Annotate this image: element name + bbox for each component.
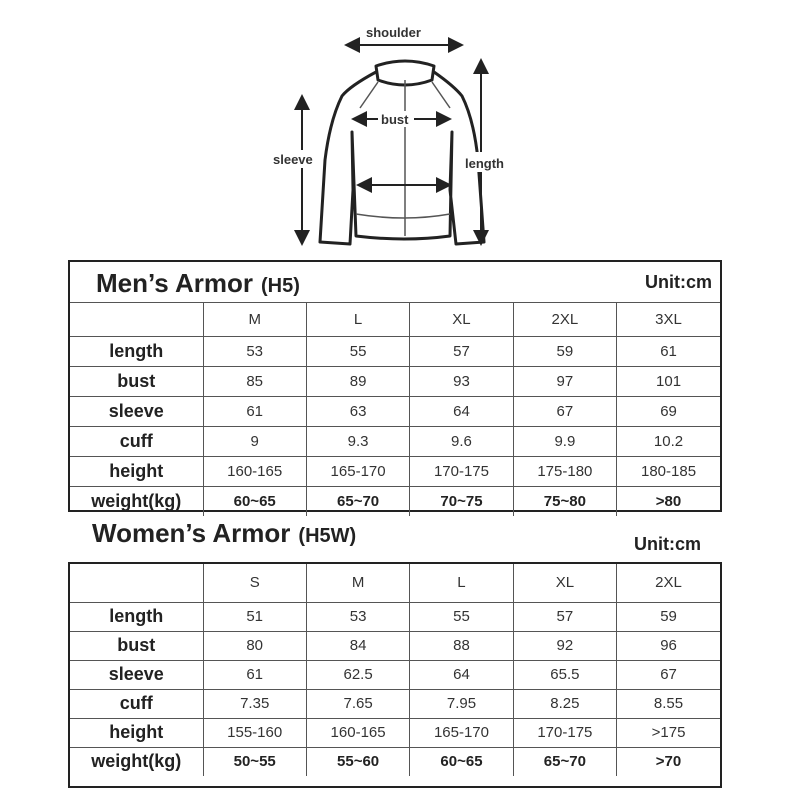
table-cell: >70: [617, 747, 720, 776]
mens-model-code: (H5): [261, 275, 300, 297]
table-row: [70, 456, 720, 486]
table-cell: 8.25: [513, 689, 616, 718]
table-cell: 10.2: [617, 426, 720, 456]
table-cell: 57: [410, 336, 513, 366]
table-cell: 9: [203, 426, 306, 456]
row-label: height: [70, 456, 203, 486]
mens-size-grid: [70, 303, 720, 516]
shoulder-label: shoulder: [366, 25, 421, 40]
table-cell: 180-185: [617, 456, 720, 486]
table-row: [70, 336, 720, 366]
table-cell: 60~65: [203, 486, 306, 516]
corner-cell: [70, 303, 203, 336]
mens-unit-label: Unit:cm: [645, 272, 712, 292]
table-row: [70, 718, 720, 747]
table-row: [70, 689, 720, 718]
table-cell: 93: [410, 366, 513, 396]
table-cell: 96: [617, 631, 720, 660]
table-cell: 67: [513, 396, 616, 426]
table-cell: 63: [306, 396, 409, 426]
table-cell: 62.5: [306, 660, 409, 689]
bust-label: bust: [381, 112, 409, 127]
mens-title-row: [70, 262, 720, 303]
table-cell: 160-165: [306, 718, 409, 747]
size-header-cell: XL: [410, 303, 513, 336]
row-label: weight(kg): [70, 747, 203, 776]
table-cell: 53: [203, 336, 306, 366]
table-cell: 55: [410, 602, 513, 631]
table-row: [70, 660, 720, 689]
table-row: [70, 631, 720, 660]
table-row: [70, 426, 720, 456]
table-cell: 55~60: [306, 747, 409, 776]
table-cell: 53: [306, 602, 409, 631]
table-cell: 59: [513, 336, 616, 366]
table-cell: 85: [203, 366, 306, 396]
size-header-row: [70, 303, 720, 336]
womens-title-text: Women’s Armor: [92, 518, 291, 548]
table-cell: 64: [410, 396, 513, 426]
table-cell: 175-180: [513, 456, 616, 486]
table-cell: 165-170: [410, 718, 513, 747]
mens-size-table: [68, 260, 722, 512]
size-header-cell: XL: [513, 564, 616, 602]
length-label: length: [465, 156, 504, 171]
table-cell: 7.95: [410, 689, 513, 718]
sleeve-label: sleeve: [273, 152, 313, 167]
mens-table-title: [96, 268, 300, 299]
table-row: [70, 366, 720, 396]
table-cell: 57: [513, 602, 616, 631]
table-cell: 9.6: [410, 426, 513, 456]
table-cell: 165-170: [306, 456, 409, 486]
size-header-cell: 2XL: [513, 303, 616, 336]
table-cell: 65~70: [306, 486, 409, 516]
table-cell: 61: [617, 336, 720, 366]
table-cell: 170-175: [513, 718, 616, 747]
table-cell: >175: [617, 718, 720, 747]
size-header-cell: M: [203, 303, 306, 336]
table-cell: 7.65: [306, 689, 409, 718]
row-label: bust: [70, 631, 203, 660]
table-cell: 55: [306, 336, 409, 366]
table-cell: 65~70: [513, 747, 616, 776]
size-header-cell: 3XL: [617, 303, 720, 336]
row-label: cuff: [70, 426, 203, 456]
size-header-cell: L: [306, 303, 409, 336]
table-row: [70, 747, 720, 776]
table-cell: 7.35: [203, 689, 306, 718]
womens-size-grid: [70, 564, 720, 776]
table-cell: 92: [513, 631, 616, 660]
table-cell: 61: [203, 396, 306, 426]
table-row: [70, 602, 720, 631]
womens-table-title: [92, 518, 356, 549]
row-label: length: [70, 336, 203, 366]
size-header-row: [70, 564, 720, 602]
measurement-diagram: [0, 0, 800, 258]
row-label: length: [70, 602, 203, 631]
table-cell: 97: [513, 366, 616, 396]
mens-title-text: Men’s Armor: [96, 268, 253, 298]
row-label: height: [70, 718, 203, 747]
table-cell: 160-165: [203, 456, 306, 486]
size-header-cell: L: [410, 564, 513, 602]
table-cell: 60~65: [410, 747, 513, 776]
table-row: [70, 396, 720, 426]
table-cell: 50~55: [203, 747, 306, 776]
table-cell: 75~80: [513, 486, 616, 516]
row-label: cuff: [70, 689, 203, 718]
table-cell: 9.9: [513, 426, 616, 456]
table-cell: 61: [203, 660, 306, 689]
row-label: bust: [70, 366, 203, 396]
table-cell: 84: [306, 631, 409, 660]
table-cell: 64: [410, 660, 513, 689]
table-cell: 70~75: [410, 486, 513, 516]
table-cell: 67: [617, 660, 720, 689]
table-cell: 89: [306, 366, 409, 396]
row-label: sleeve: [70, 660, 203, 689]
size-header-cell: 2XL: [617, 564, 720, 602]
table-cell: 59: [617, 602, 720, 631]
table-cell: 69: [617, 396, 720, 426]
womens-unit-label: Unit:cm: [634, 534, 701, 554]
size-header-cell: M: [306, 564, 409, 602]
table-cell: 80: [203, 631, 306, 660]
corner-cell: [70, 564, 203, 602]
table-row: [70, 486, 720, 516]
table-cell: >80: [617, 486, 720, 516]
table-cell: 51: [203, 602, 306, 631]
table-cell: 88: [410, 631, 513, 660]
table-cell: 170-175: [410, 456, 513, 486]
table-cell: 9.3: [306, 426, 409, 456]
row-label: weight(kg): [70, 486, 203, 516]
row-label: sleeve: [70, 396, 203, 426]
womens-model-code: (H5W): [298, 525, 357, 547]
size-header-cell: S: [203, 564, 306, 602]
table-cell: 65.5: [513, 660, 616, 689]
womens-size-table: [68, 562, 722, 788]
table-cell: 8.55: [617, 689, 720, 718]
table-cell: 101: [617, 366, 720, 396]
table-cell: 155-160: [203, 718, 306, 747]
